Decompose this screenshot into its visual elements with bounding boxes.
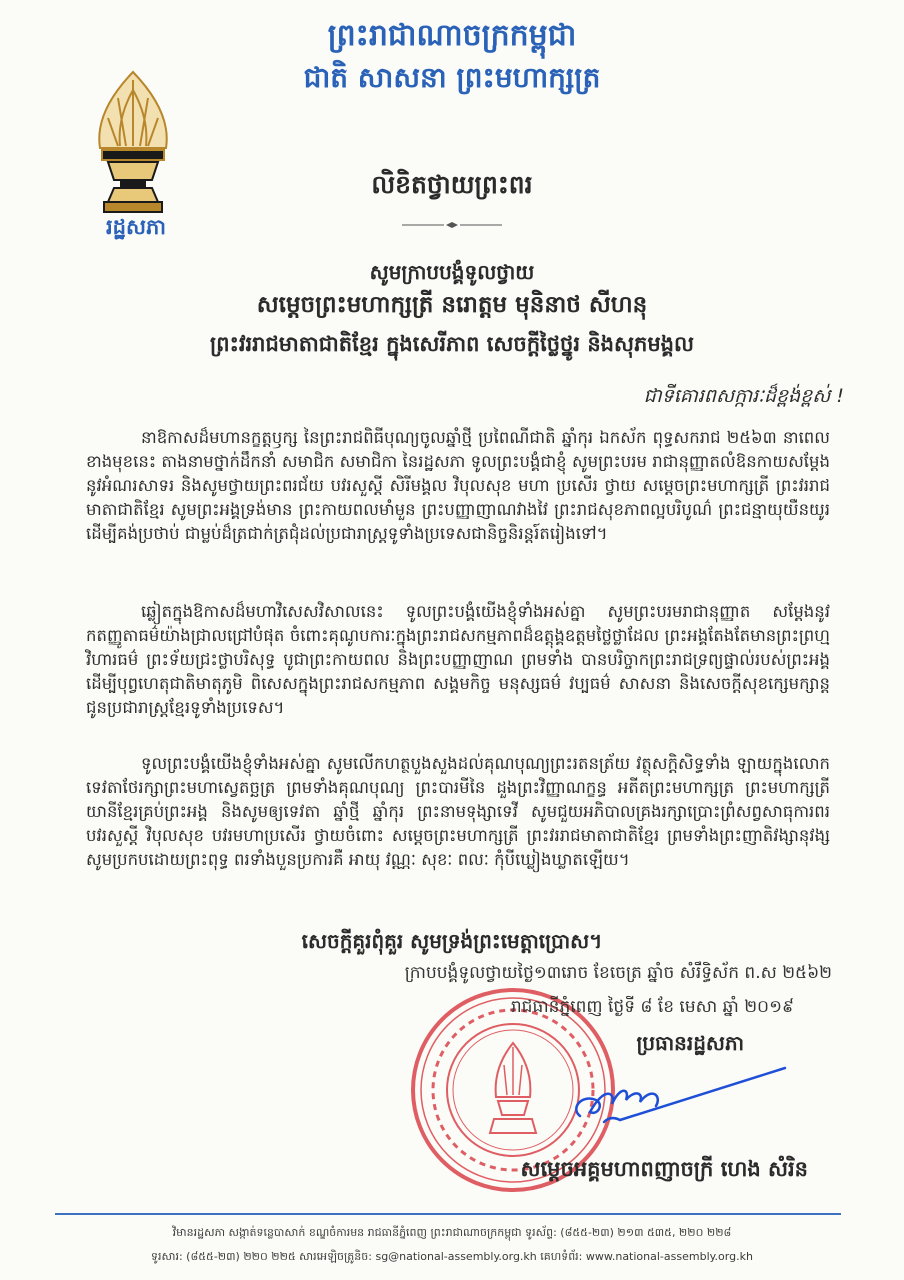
footer-address: វិមានរដ្ឋសភា សង្កាត់ទន្លេបាសាក់ ខណ្ឌចំការមន រាជធានីភ្នំពេញ ព្រះរាជាណាចក្រកម្ពុជា ទូរស័ព្ទ: (៨៥៥-២៣) ២១៣ ៥៣៥, ២២០ ២២៨ [172,1226,732,1239]
body-paragraph-3: ទូលព្រះបង្គំយើងខ្ញុំទាំងអស់គ្នា សូមលើកហត្ថបួងសួងដល់គុណបុណ្យព្រះរតនត្រ័យ វត្ថុសក្ដិសិទ្ធទាំង ឡាយក្នុងលោក ទេវតាថែរក្សាព្រះមហាស្វេតច្ឆត្រ ព្រមទាំងគុណបុណ្យ ព្រះបារមីនៃ ដួងព្រះវិញ្ញាណក្ខន្ធ អតីតព្រះមហាក្សត្រ ព្រះមហាក្សត្រីយានីខ្មែរគ្រប់ព្រះអង្គ និងសូមឲ្យទេវតា ឆ្នាំថ្មី ឆ្នាំកុរ ព្រះនាមទុង្សាទេវី សូមជួយអភិបាលគ្រងរក្សាប្រោះព្រំសព្វសាធុការពរ បវរសួស្តី វិបុលសុខ បវរមហាប្រសើរ ថ្វាយចំពោះ សម្ដេចព្រះមហាក្សត្រី ព្រះវររាជមាតាជាតិខ្មែរ ព្រមទាំងព្រះញាតិវង្សានុវង្ស សូមប្រកបដោយព្រះពុទ្ធ ពរទាំងបួនប្រការគឺ អាយុ វណ្ណៈ សុខៈ ពលៈ កុំបីឃ្លៀងឃ្លាតឡើយ។ [86,754,830,869]
signer-name: សម្ដេចអគ្គមហាពញាចក្រី ហេង សំរិន [520,1157,808,1181]
recipient-salutation: សូមក្រាបបង្គំទូលថ្វាយ [369,260,535,284]
title-ornament-icon [402,221,502,229]
emblem-label: រដ្ឋសភា [106,215,166,239]
recipient-name: សម្ដេចព្រះមហាក្សត្រី នរោត្តម មុនិនាថ សីហនុ [256,292,648,318]
date-lunar: ក្រាបបង្គំទូលថ្វាយថ្ងៃ១៣រោច ខែចេត្រ ឆ្នាំច សំរឹទ្ធិស័ក ព.ស ២៥៦២ [404,963,832,983]
closing-line: សេចក្តីគួរពុំគួរ សូមទ្រង់ព្រះមេត្តាប្រោស។ [301,929,603,953]
date-solar: រាជធានីភ្នំពេញ ថ្ងៃទី ៨ ខែ មេសា ឆ្នាំ ២០១៩ [510,997,794,1017]
national-motto: ជាតិ សាសនា ព្រះមហាក្សត្រ [303,61,601,94]
footer-contact: ទូរសារ: (៨៥៥-២៣) ២២០ ២២៥ សារអេឡិចត្រូនិច: sg@national-assembly.org.kh គេហទំព័រ: www.national-assembly.org.kh [151,1250,753,1263]
recipient-title: ព្រះវររាជមាតាជាតិខ្មែរ ក្នុងសេរីភាព សេចក្តីថ្លៃថ្នូរ និងសុភមង្គល [210,332,694,356]
body-paragraph-1: នាឱកាសដ៏មហានក្ខត្តឫក្ស នៃព្រះរាជពិធីបុណ្យចូលឆ្នាំថ្មី ប្រពៃណីជាតិ ឆ្នាំកុរ ឯកស័ក ពុទ្ធសករាជ ២៥៦៣ នាពេលខាងមុខនេះ តាងនាមថ្នាក់ដឹកនាំ សមាជិក សមាជិកា នៃរដ្ឋសភា ទូលព្រះបង្គំជាខ្ញុំ សូមព្រះបរម រាជានុញ្ញាតលំឱនកាយសម្តែងនូវអំណរសាទរ និងសូមថ្វាយព្រះពរជ័យ បវរសួស្តី សិរីមង្គល វិបុលសុខ មហា ប្រសើរ ថ្វាយ សម្ដេចព្រះមហាក្សត្រី ព្រះវររាជមាតាជាតិខ្មែរ សូមព្រះអង្គទ្រង់មាន ព្រះកាយពលមាំមួន ព្រះបញ្ញាញាណវាងវៃ ព្រះរាជសុខភាពល្អបរិបូណ៌ ព្រះជន្មាយុយឺនយូរ ដើម្បីគង់ប្រថាប់ ជាម្លប់ដ៏ត្រជាក់ត្រជុំដល់ប្រជារាស្ត្រទូទាំងប្រទេសជានិច្ចនិរន្តរ៍តរៀងទៅ។ [86,428,830,543]
kingdom-heading: ព្រះរាជាណាចក្រកម្ពុជា [327,18,577,53]
homage-line: ជាទីគោរពសក្ការៈដ៏ខ្ពង់ខ្ពស់ ! [643,385,844,407]
footer-divider [55,1213,841,1215]
body-paragraph-2: ឆ្លៀតក្នុងឱកាសដ៏មហាវិសេសវិសាលនេះ ទូលព្រះបង្គំយើងខ្ញុំទាំងអស់គ្នា សូមព្រះបរមរាជានុញ្ញាត សម្ដែងនូវកតញ្ញូតាធម៌យ៉ាងជ្រាលជ្រៅបំផុត ចំពោះគុណូបការៈក្នុងព្រះរាជសកម្មភាពដ៏ឧត្ដុង្គឧត្ដមថ្លៃថ្លាដែល ព្រះអង្គតែងតែមានព្រះព្រហ្មវិហារធម៌ ព្រះទ័យជ្រះថ្លាបរិសុទ្ធ បូជាព្រះកាយពល និងព្រះបញ្ញាញាណ ព្រមទាំង បានបរិច្ចាកព្រះរាជទ្រព្យផ្ទាល់របស់ព្រះអង្គដើម្បីបុព្វហេតុជាតិមាតុភូមិ ពិសេសក្នុងព្រះរាជសកម្មភាព សង្គមកិច្ច មនុស្សធម៌ វប្បធម៌ សាសនា និងសេចក្ដីសុខក្សេមក្សាន្ត ជូនប្រជារាស្ត្រខ្មែរទូទាំងប្រទេស។ [86,602,830,717]
signer-title: ប្រធានរដ្ឋសភា [636,1031,744,1055]
handwritten-signature-icon [560,1046,790,1136]
document-title: លិខិតថ្វាយព្រះពរ [371,170,533,199]
